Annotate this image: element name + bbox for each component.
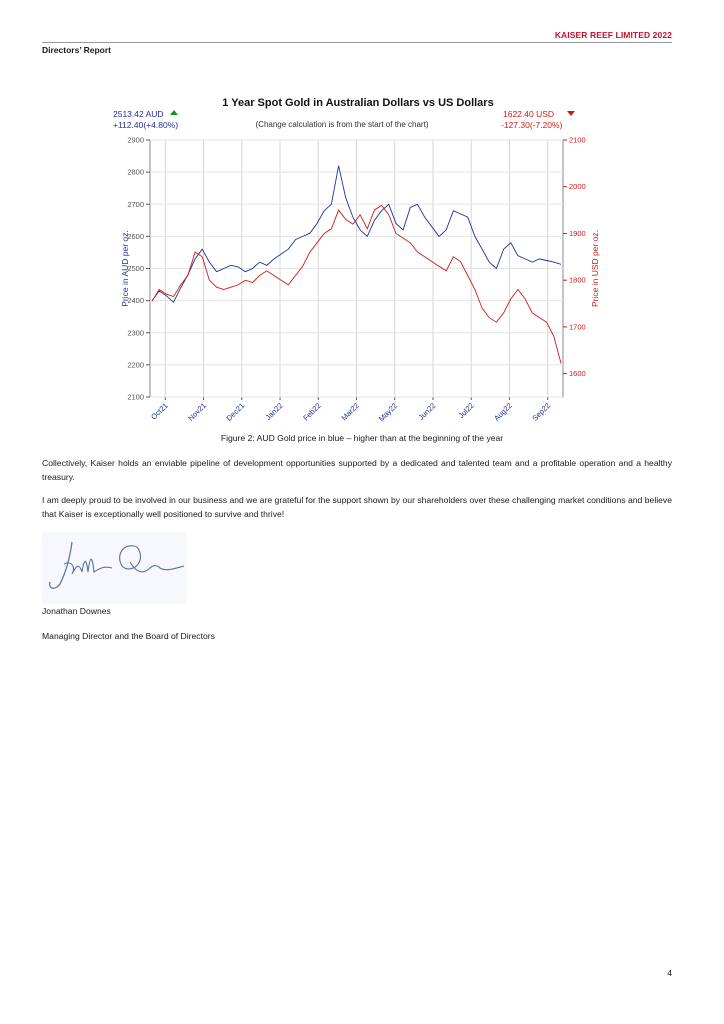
aud-change-readout: +112.40(+4.80%) [113,120,179,130]
x-tick-label: Dec21 [224,401,247,423]
paragraph-gratitude: I am deeply proud to be involved in our business and we are grateful for the support shown by our shareholders over these challenging market conditions and believe that Kaiser is exceptionally well positioned to survive and thrive! [42,495,672,519]
y-left-tick-label: 2200 [127,360,144,370]
y-right-tick-label: 1700 [569,322,586,332]
up-arrow-icon [170,110,178,115]
signer-name: Jonathan Downes [42,606,111,616]
x-tick-label: Feb22 [301,401,323,423]
signer-role: Managing Director and the Board of Directors [42,631,215,641]
paragraph-pipeline: Collectively, Kaiser holds an enviable pipeline of development opportunities supported by a dedicated and talented team and a profitable operation and a healthy treasury. [42,458,672,482]
aud-price-readout: 2513.42 AUD [113,109,164,119]
header-company-name: KAISER REEF LIMITED 2022 [554,30,672,40]
x-tick-label: Oct21 [149,401,170,422]
y-right-axis-label: Price in USD per oz. [590,230,600,307]
y-left-tick-label: 2700 [127,199,144,209]
section-title: Directors’ Report [42,45,111,55]
y-left-tick-label: 2300 [127,328,144,338]
chart-title: 1 Year Spot Gold in Australian Dollars vs US Dollars [222,97,494,109]
y-left-tick-label: 2500 [127,264,144,273]
x-tick-label: Jan22 [263,401,285,422]
chart-svg [108,92,608,432]
chart-subtitle: (Change calculation is from the start of the chart) [255,120,429,129]
y-right-tick-label: 1600 [569,369,586,379]
down-arrow-icon [567,111,575,116]
handwritten-signature [42,532,187,604]
x-tick-label: May22 [376,401,400,424]
figure-caption: Figure 2: AUD Gold price in blue – higher than at the beginning of the year [220,433,504,443]
page-number: 4 [667,968,672,978]
usd-price-readout: 1622.40 USD [503,109,555,119]
y-left-axis-label: Price in AUD per oz. [120,230,130,307]
usd-change-readout: -127.30(-7.20%) [501,120,563,130]
y-right-tick-label: 2100 [569,135,586,145]
y-left-tick-label: 2800 [127,167,144,177]
y-left-tick-label: 2400 [127,296,144,306]
x-tick-label: Nov21 [186,401,208,423]
x-tick-label: Mar22 [339,401,361,423]
y-left-tick-label: 2900 [127,135,144,145]
x-tick-label: Sep22 [530,401,553,423]
x-tick-label: Aug22 [492,401,514,423]
y-left-tick-label: 2600 [127,231,144,241]
x-tick-label: Jun22 [416,401,438,422]
gold-price-chart [108,92,608,432]
x-tick-label: Jul22 [456,401,476,421]
header-divider [42,42,672,43]
y-right-tick-label: 2000 [569,182,586,192]
y-left-tick-label: 2100 [127,392,144,402]
y-right-tick-label: 1900 [569,228,586,238]
y-right-tick-label: 1800 [569,275,586,285]
